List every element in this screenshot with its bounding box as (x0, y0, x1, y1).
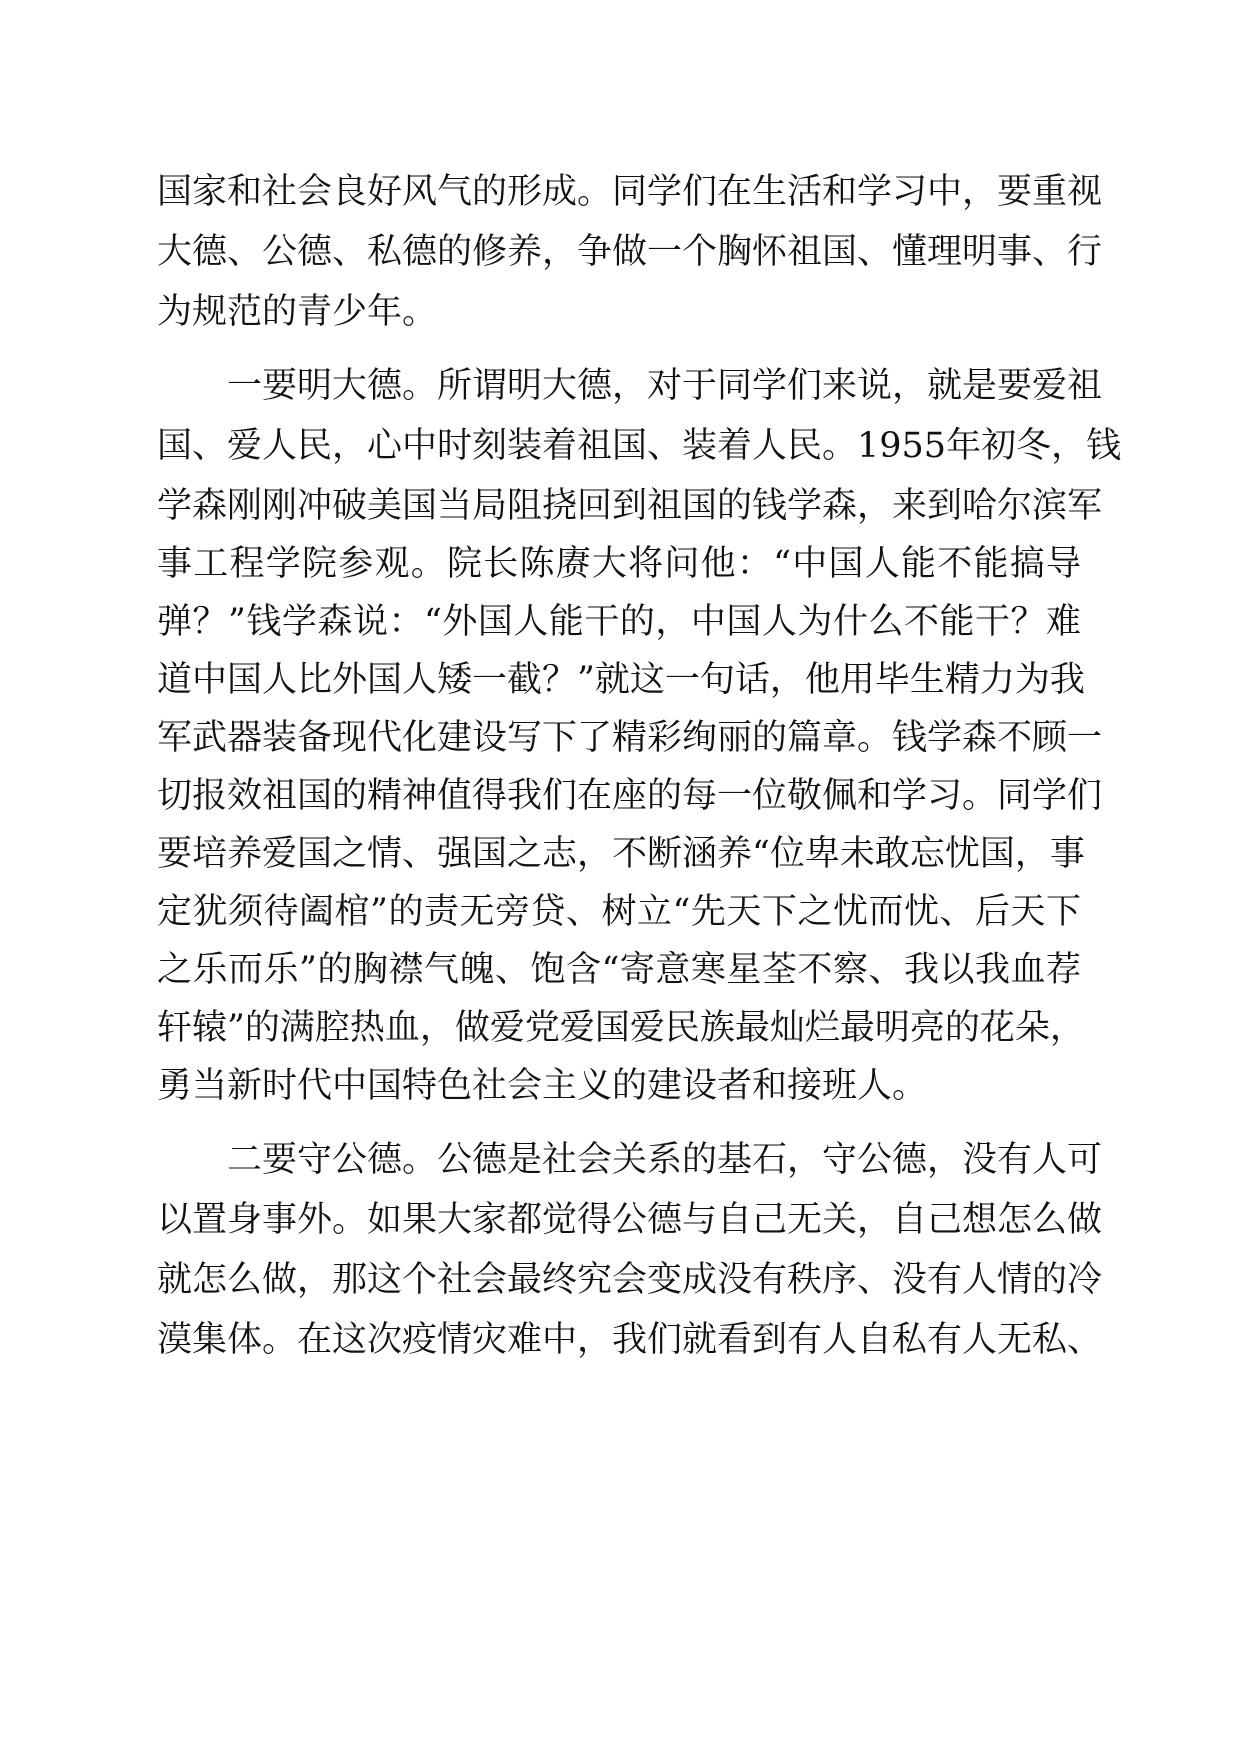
paragraph-2-line-7: 军武器装备现代化建设写下了精彩绚丽的篇章。钱学森不顾一 (157, 718, 1103, 758)
paragraph-2-line-4: 事工程学院参观。院长陈赓大将问他：“中国人能不能搞导 (157, 544, 1081, 584)
paragraph-2-line-8: 切报效祖国的精神值得我们在座的每一位敬佩和学习。同学们 (157, 776, 1103, 816)
paragraph-1-line-3: 为规范的青少年。 (157, 292, 438, 332)
paragraph-2-line-10: 定犹须待阖棺”的责无旁贷、树立“先天下之忧而忧、后天下 (157, 892, 1081, 932)
paragraph-2-line-13: 勇当新时代中国特色社会主义的建设者和接班人。 (157, 1066, 928, 1106)
paragraph-3-line-4: 漠集体。在这次疫情灾难中，我们就看到有人自私有人无私、 (157, 1320, 1103, 1360)
paragraph-3-line-3: 就怎么做，那这个社会最终究会变成没有秩序、没有人情的冷 (157, 1260, 1103, 1300)
paragraph-2-line-9: 要培养爱国之情、强国之志，不断涵养“位卑未敢忘忧国，事 (157, 834, 1085, 874)
paragraph-2-line-1: 一要明大德。所谓明大德，对于同学们来说，就是要爱祖 (227, 366, 1103, 406)
paragraph-2-line-6: 道中国人比外国人矮一截？”就这一句话，他用毕生精力为我 (157, 660, 1085, 700)
paragraph-2-line-11: 之乐而乐”的胸襟气魄、饱含“寄意寒星荃不察、我以我血荐 (157, 950, 1081, 990)
paragraph-2-line-3: 学森刚刚冲破美国当局阻挠回到祖国的钱学森，来到哈尔滨军 (157, 486, 1103, 526)
paragraph-3-line-1: 二要守公德。公德是社会关系的基石，守公德，没有人可 (227, 1140, 1103, 1180)
paragraph-2-line-12: 轩辕”的满腔热血，做爱党爱国爱民族最灿烂最明亮的花朵， (157, 1008, 1085, 1048)
paragraph-1-line-1: 国家和社会良好风气的形成。同学们在生活和学习中，要重视 (157, 172, 1103, 212)
paragraph-2-line-2: 国、爱人民，心中时刻装着祖国、装着人民。1955年初冬，钱 (157, 426, 1122, 466)
paragraph-3-line-2: 以置身事外。如果大家都觉得公德与自己无关，自己想怎么做 (157, 1200, 1103, 1240)
paragraph-1-line-2: 大德、公德、私德的修养，争做一个胸怀祖国、懂理明事、行 (157, 232, 1103, 272)
paragraph-2-line-5: 弹？”钱学森说：“外国人能干的，中国人为什么不能干？难 (157, 602, 1081, 642)
